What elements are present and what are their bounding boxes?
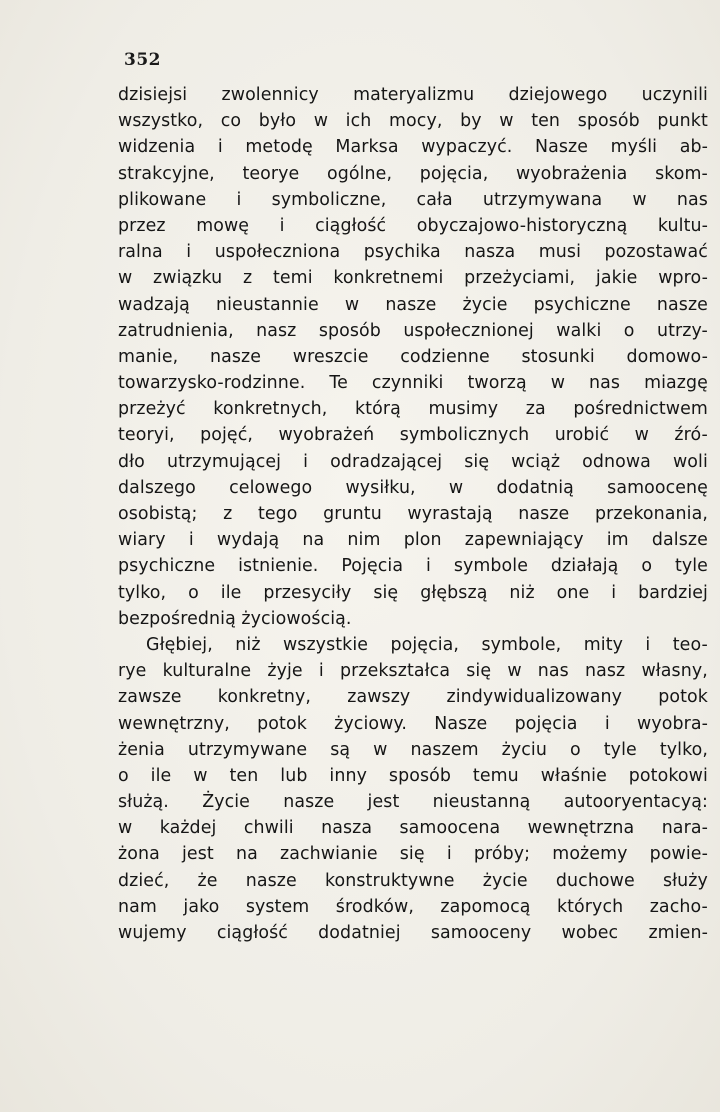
- text-line: wujemy ciągłość dodatniej samooceny wobec zmien-: [118, 923, 708, 943]
- text-line: towarzysko-rodzinne. Te czynniki tworzą w nas miazgę: [118, 373, 708, 394]
- text-line: żona jest na zachwianie się i próby; możemy powie-: [118, 844, 708, 865]
- text-line: osobistą; z tego gruntu wyrastają nasze przekonania,: [118, 504, 708, 524]
- text-line: o ile w ten lub inny sposób temu właśnie potokowi: [118, 765, 708, 786]
- text-line: bezpośrednią życiowością.: [118, 608, 352, 629]
- text-line: zawsze konkretny, zawszy zindywidualizowany potok: [118, 687, 708, 708]
- text-line: dzisiejsi zwolennicy materyalizmu dziejowego uczynili: [118, 85, 708, 105]
- text-line: rye kulturalne żyje i przekształca się w nas nasz własny,: [118, 661, 708, 682]
- text-line: nam jako system środków, zapomocą których zacho-: [118, 896, 708, 917]
- text-line: wszystko, co było w ich mocy, by w ten sposób punkt: [118, 111, 708, 132]
- text-line: psychiczne istnienie. Pojęcia i symbole działają o tyle: [118, 556, 708, 577]
- text-line: wadzają nieustannie w nasze życie psychiczne nasze: [118, 294, 708, 315]
- text-line: manie, nasze wreszcie codzienne stosunki domowo-: [118, 346, 708, 367]
- text-line: przez mowę i ciągłość obyczajowo-historyczną kultu-: [118, 215, 708, 236]
- text-line: w związku z temi konkretnemi przeżyciami, jakie wpro-: [118, 268, 708, 289]
- text-line: dalszego celowego wysiłku, w dodatnią samoocenę: [118, 477, 708, 498]
- text-line: tylko, o ile przesyciły się głębszą niż one i bardziej: [118, 582, 708, 603]
- text-line: teoryi, pojęć, wyobrażeń symbolicznych urobić w źró-: [118, 425, 708, 446]
- page-number: 352: [124, 50, 161, 70]
- text-line: przeżyć konkretnych, którą musimy za pośrednictwem: [118, 399, 708, 420]
- text-line: widzenia i metodę Marksa wypaczyć. Nasze myśli ab-: [118, 137, 708, 158]
- text-line: służą. Życie nasze jest nieustanną autooryentacyą:: [118, 792, 708, 813]
- body-text: [118, 82, 708, 946]
- text-line: w każdej chwili nasza samoocena wewnętrzna nara-: [118, 818, 708, 839]
- text-line: plikowane i symboliczne, cała utrzymywana w nas: [118, 189, 708, 210]
- text-line: dzieć, że nasze konstruktywne życie duchowe służy: [118, 870, 708, 891]
- text-line: wiary i wydają na nim plon zapewniający im dalsze: [118, 530, 708, 551]
- text-line: ralna i uspołeczniona psychika nasza musi pozostawać: [118, 242, 708, 263]
- text-line: żenia utrzymywane są w naszem życiu o tyle tylko,: [118, 739, 708, 760]
- text-line: wewnętrzny, potok życiowy. Nasze pojęcia i wyobra-: [118, 713, 708, 734]
- text-line: strakcyjne, teorye ogólne, pojęcia, wyobrażenia skom-: [118, 163, 708, 184]
- text-line: zatrudnienia, nasz sposób uspołecznionej walki o utrzy-: [118, 320, 708, 341]
- text-line: Głębiej, niż wszystkie pojęcia, symbole, mity i teo-: [146, 634, 708, 655]
- text-line: dło utrzymującej i odradzającej się wciąż odnowa woli: [118, 451, 708, 472]
